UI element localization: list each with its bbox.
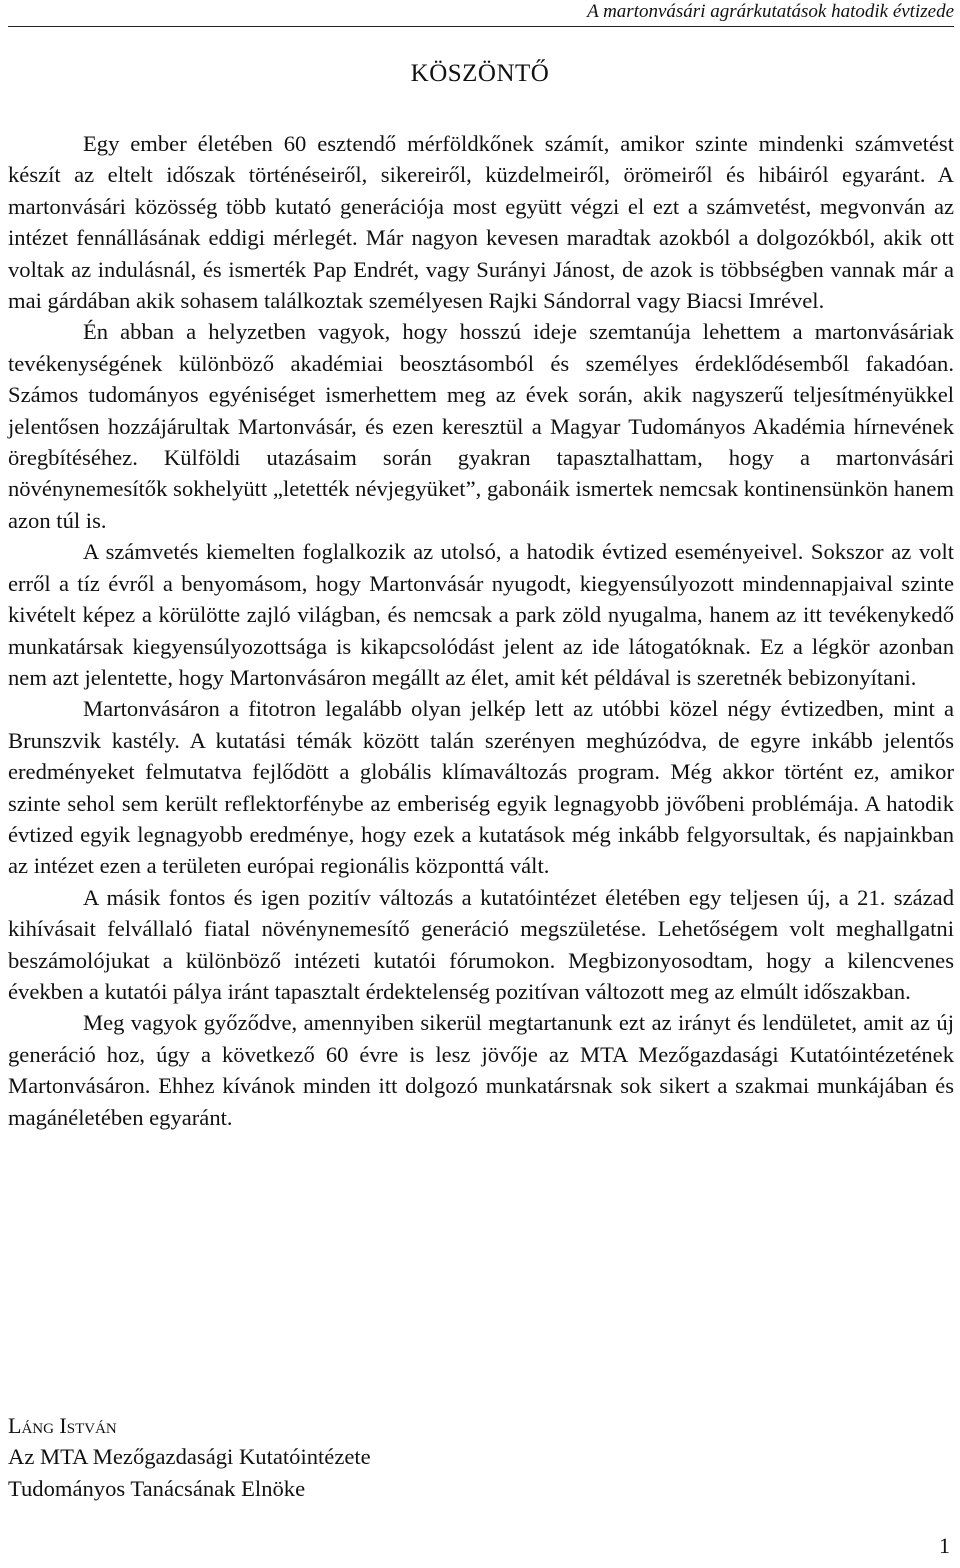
- signature-position: Tudományos Tanácsának Elnöke: [8, 1475, 306, 1501]
- signature-affiliation: Az MTA Mezőgazdasági Kutatóintézete: [8, 1444, 371, 1470]
- paragraph: Martonvásáron a fitotron legalább olyan jelkép lett az utóbbi közel négy évtizedben, mint a Brunszvik kastély. A kutatási témák között talán szerényen meghúzódva, de egyre inkább jelentős eredményeket felmutatva fejlődött a globális klímaváltozás program. Még akkor történt ez, amikor szinte sehol sem került reflektorfénybe az emberiség egyik legnagyobb jövőbeni problémája. A hatodik évtized egyik legnagyobb eredménye, hogy ezek a kutatások még inkább felgyorsultak, és napjainkban az intézet ezen a területen európai regionális központtá vált.: [8, 696, 954, 879]
- paragraph: Meg vagyok győződve, amennyiben sikerül megtartanunk ezt az irányt és lendületet, amit az új generáció hoz, úgy a következő 60 évre is lesz jövője az MTA Mezőgazdasági Kutatóintézetének Martonvásáron. Ehhez kívánok minden itt dolgozó munkatársnak sok sikert a szakmai munkájában és magánéletében egyaránt.: [8, 1010, 954, 1130]
- article-body: [8, 128, 954, 1133]
- running-header: [8, 0, 954, 27]
- running-header-title: A martonvásári agrárkutatások hatodik évtizede: [587, 1, 954, 22]
- paragraph: Én abban a helyzetben vagyok, hogy hosszú ideje szemtanúja lehettem a martonvásáriak tevékenységének különböző akadémiai beosztásomból és személyes érdeklődésemből fakadóan. Számos tudományos egyéniséget ismerhettem meg az évek során, akik nagyszerű teljesítményükkel jelentősen hozzájárultak Martonvásár, és ezen keresztül a Magyar Tudományos Akadémia hírnevének öregbítéséhez. Külföldi utazásaim során gyakran tapasztalhattam, hogy a martonvásári növénynemesítők sokhelyütt „letették névjegyüket”, gabonáik ismertek nemcsak kontinensünkön hanem azon túl is.: [8, 319, 954, 533]
- page-title: KÖSZÖNTŐ: [410, 60, 550, 87]
- paragraph: A másik fontos és igen pozitív változás a kutatóintézet életében egy teljesen új, a 21. század kihívásait felvállaló fiatal növénynemesítő generáció megszületése. Lehetőségem volt meghallgatni beszámolójukat a különböző intézeti kutatói fórumokon. Megbizonyosodtam, hogy a kilencvenes években a kutatói pálya iránt tapasztalt érdektelenség pozitívan változott meg az elmúlt időszakban.: [8, 884, 954, 1004]
- paragraph: Egy ember életében 60 esztendő mérföldkőnek számít, amikor szinte mindenki számvetést készít az eltelt időszak történéseiről, sikereiről, küzdelmeiről, örömeiről és hibáiról egyaránt. A martonvásári közösség több kutató generációja most együtt végzi el ezt a számvetést, megvonván az intézet fennállásának eddigi mérlegét. Már nagyon kevesen maradtak azokból a dolgozókból, akik ott voltak az indulásnál, és ismerték Pap Endrét, vagy Surányi Jánost, de azok is többségben vannak már a mai gárdában akik sohasem találkoztak személyesen Rajki Sándorral vagy Biacsi Imrével.: [8, 131, 954, 314]
- signature-name: Láng István: [8, 1413, 117, 1438]
- signature-block: [8, 1410, 908, 1504]
- page-number: 1: [939, 1533, 950, 1558]
- paragraph: A számvetés kiemelten foglalkozik az utolsó, a hatodik évtized eseményeivel. Sokszor az volt erről a tíz évről a benyomásom, hogy Martonvásár nyugodt, kiegyensúlyozott mindennapjaival szinte kivételt képez a körülötte zajló világban, és nemcsak a park zöld nyugalma, hanem az itt tevékenykedő munkatársak kiegyensúlyozottsága is kikapcsolódást jelent az ide látogatóknak. Ez a légkör azonban nem azt jelentette, hogy Martonvásáron megállt az élet, amit két példával is szeretnék bebizonyítani.: [8, 539, 954, 690]
